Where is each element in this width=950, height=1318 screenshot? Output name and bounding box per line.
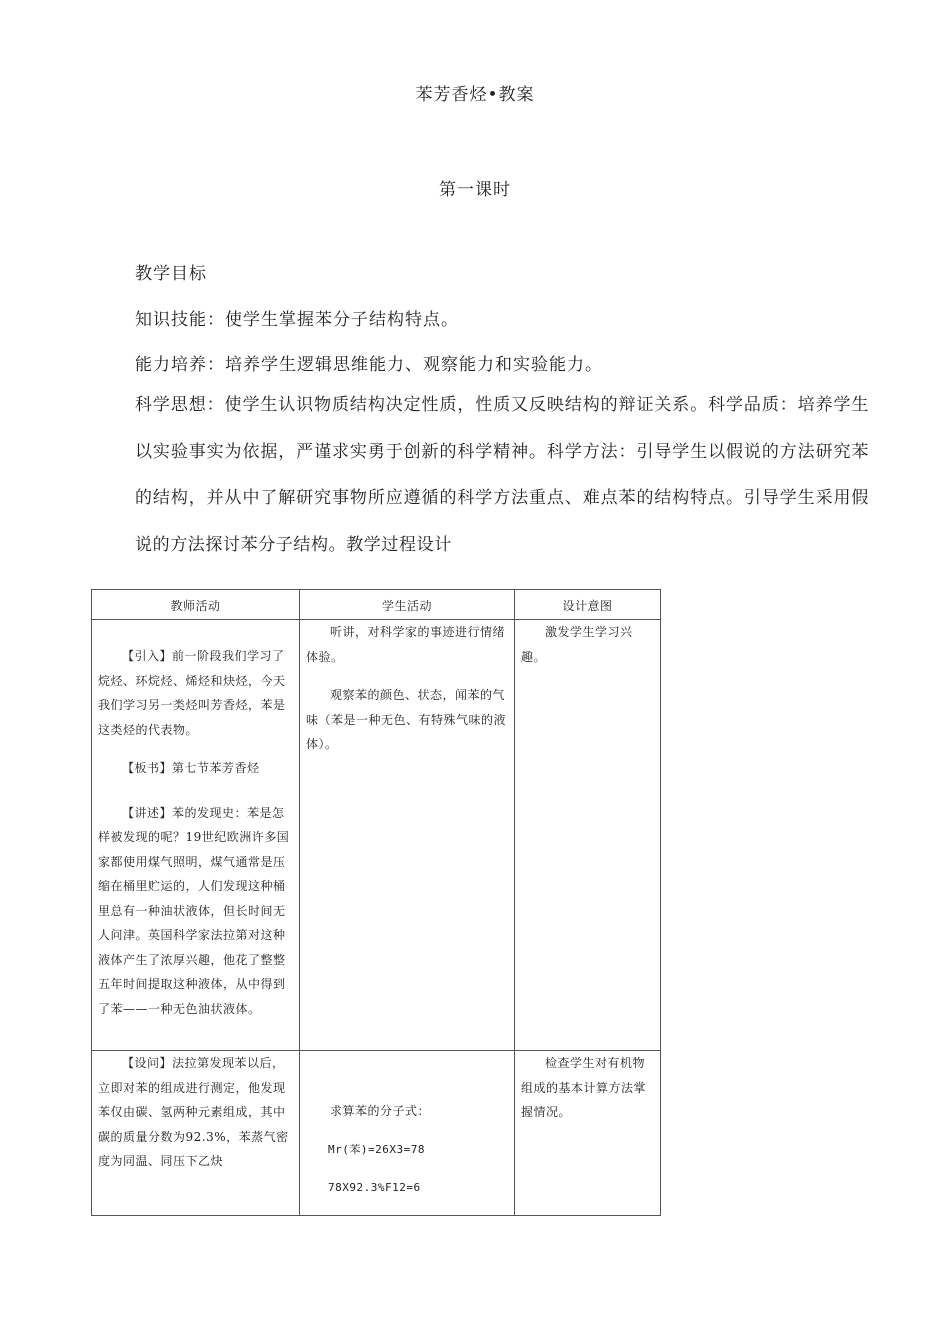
- student-calc-carbon: 78X92.3%F12=6: [328, 1181, 421, 1194]
- student-observe: 观察苯的颜色、状态，闻苯的气味（苯是一种无色、有特殊气味的液体）。: [306, 688, 507, 751]
- teacher-narration: 【讲述】苯的发现史：苯是怎样被发现的呢？19世纪欧洲许多国家都使用煤气照明，煤气通常是压缩在桶里贮运的，人们发现这种桶里总有一种油状液体，但长时间无人问津。英国科学家法拉第对这种液体产生了浓厚兴趣，他花了整整五年时间提取这种液体，从中得到了苯——一种无色油状液体。: [98, 805, 290, 1016]
- teacher-board: 【板书】第七节苯芳香烃: [122, 761, 260, 775]
- table-header-row: [92, 590, 661, 620]
- student-calc-title: 求算苯的分子式：: [330, 1104, 431, 1118]
- page-title: 苯芳香烃•教案: [415, 85, 535, 105]
- cell-intent: [515, 620, 661, 1051]
- objective-science: 科学思想：使学生认识物质结构决定性质，性质又反映结构的辩证关系。科学品质：培养学生以实验事实为依据，严谨求实勇于创新的科学精神。科学方法：引导学生以假说的方法研究苯的结构，并从中了解研究事物所应遵循的科学方法重点、难点苯的结构特点。引导学生采用假说的方法探讨苯分子结构。教学过程设计: [135, 395, 869, 555]
- student-calc-mr: Mr(苯)=26X3=78: [328, 1142, 425, 1156]
- cell-teacher: [92, 620, 300, 1051]
- cell-teacher: [92, 1051, 300, 1216]
- cell-student: [300, 620, 515, 1051]
- cell-intent: [515, 1051, 661, 1216]
- table-row: [92, 1051, 661, 1216]
- objective-knowledge: 知识技能：使学生掌握苯分子结构特点。: [135, 310, 459, 330]
- lesson-plan-table: [91, 589, 661, 1216]
- objectives-heading: 教学目标: [135, 264, 207, 284]
- cell-student: [300, 1051, 515, 1216]
- header-intent: 设计意图: [515, 590, 661, 620]
- objective-ability: 能力培养：培养学生逻辑思维能力、观察能力和实验能力。: [135, 355, 603, 375]
- lesson-title: 第一课时: [439, 180, 511, 200]
- teacher-intro: 【引入】前一阶段我们学习了烷烃、环烷烃、烯烃和炔烃，今天我们学习另一类烃叫芳香烃，苯是这类烃的代表物。: [98, 649, 286, 737]
- student-listen: 听讲，对科学家的事迹进行情绪体验。: [306, 625, 506, 664]
- intent-interest: 激发学生学习兴趣。: [521, 625, 633, 664]
- table-row: [92, 620, 661, 1051]
- header-teacher: 教师活动: [92, 590, 300, 620]
- teacher-question: 【设问】法拉第发现苯以后，立即对苯的组成进行测定，他发现苯仅由碳、氢两种元素组成，其中碳的质量分数为92.3%，苯蒸气密度为同温、同压下乙炔: [98, 1056, 289, 1168]
- header-student: 学生活动: [300, 590, 515, 620]
- intent-check: 检查学生对有机物组成的基本计算方法掌握情况。: [521, 1056, 647, 1119]
